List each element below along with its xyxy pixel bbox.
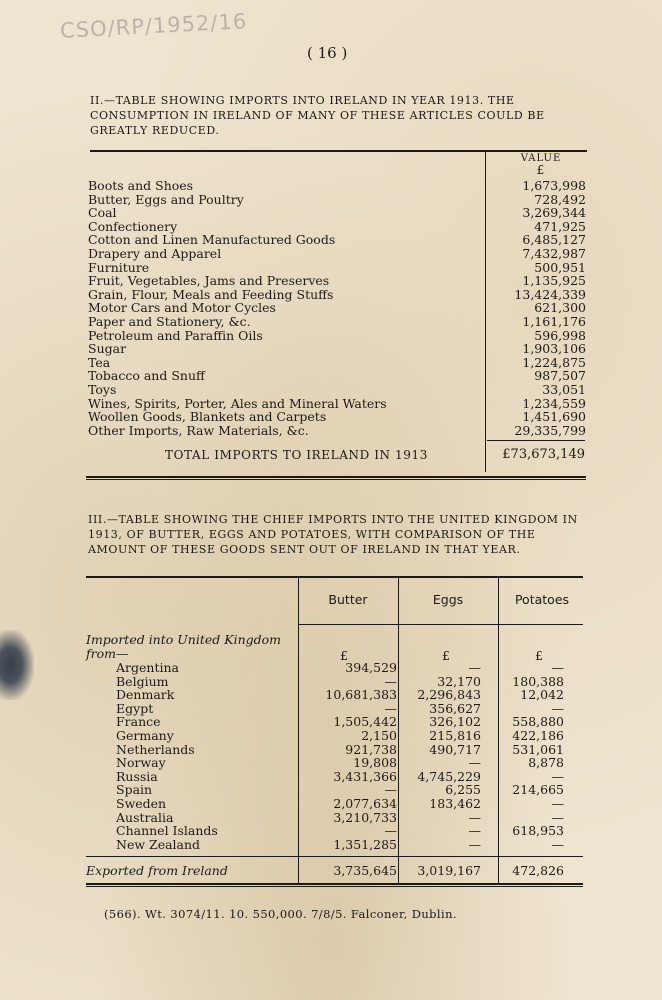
table2-bottom-rule: [86, 476, 586, 478]
table2-heading: II.—TABLE SHOWING IMPORTS INTO IRELAND IN YEAR 1913. THE CONSUMPTION IN IRELAND OF MANY OF THESE ARTICLES COULD BE GREATLY REDUCED.: [90, 94, 545, 137]
potatoes-value: —: [551, 796, 564, 811]
table2-row-value: 728,492: [534, 191, 586, 207]
butter-value: 1,351,285: [333, 836, 397, 852]
table2-row-label: Confectionery: [88, 218, 178, 234]
table2-row-value: 621,300: [534, 300, 586, 316]
table3-row-label: Germany: [116, 728, 174, 743]
eggs-value: 32,170: [437, 673, 481, 689]
table3-row-label: Russia: [116, 768, 158, 784]
eggs-value: —: [468, 809, 481, 825]
table2-bottom-rule-2: [86, 479, 586, 480]
potatoes-currency: £: [535, 648, 543, 663]
printer-footer: (566). Wt. 3074/11. 10. 550,000. 7/8/5. Falconer, Dublin.: [104, 907, 457, 921]
table2-total-value: £73,673,149: [502, 447, 585, 462]
eggs-value: —: [468, 755, 481, 771]
butter-value: 2,150: [361, 728, 397, 743]
table2-row-value: 1,673,998: [522, 178, 586, 193]
table2-row-label: Wines, Spirits, Porter, Ales and Mineral Waters: [88, 395, 387, 411]
table2-row: [88, 342, 588, 356]
butter-value: 921,738: [345, 741, 397, 757]
column-header-butter: Butter: [328, 592, 368, 607]
table3-row-label: France: [116, 714, 161, 730]
potatoes-value: 12,042: [520, 687, 564, 703]
potatoes-value: 214,665: [512, 782, 564, 798]
butter-value: —: [384, 700, 397, 716]
ink-stain: [0, 630, 34, 700]
archive-reference: CSO/RP/1952/16: [59, 9, 248, 43]
exported-butter: 3,735,645: [333, 863, 397, 878]
butter-value: 394,529: [345, 660, 397, 675]
table2-row-value: 1,161,176: [522, 314, 586, 329]
table3-row-label: Egypt: [116, 700, 154, 716]
exported-row: [86, 864, 584, 878]
table2-row-value: 33,051: [542, 382, 586, 397]
table2-row-value: 6,485,127: [522, 232, 586, 248]
table2-total-label: TOTAL IMPORTS TO IRELAND IN 1913: [165, 448, 428, 462]
table2-currency: £: [536, 163, 546, 177]
table3-row: [86, 688, 584, 702]
table2-row-label: Drapery and Apparel: [88, 246, 222, 261]
table2-row-value: 471,925: [534, 218, 586, 234]
table2-row-label: Toys: [88, 382, 117, 397]
table3-sum-rule: [86, 856, 583, 857]
table2-row-label: Boots and Shoes: [88, 178, 194, 193]
table2-row-label: Furniture: [88, 259, 150, 275]
eggs-value: 2,296,843: [417, 687, 481, 703]
table3-row: [86, 797, 584, 811]
table2-row: [88, 247, 588, 261]
exported-eggs: 3,019,167: [417, 863, 481, 878]
exported-potatoes: 472,826: [512, 863, 564, 878]
table2-row-label: Coal: [88, 205, 117, 221]
table3-row-label: Norway: [116, 755, 166, 771]
column-header-eggs: Eggs: [432, 592, 464, 607]
table3-row-label: Australia: [116, 809, 174, 825]
potatoes-value: —: [551, 836, 564, 852]
table2-row-label: Tobacco and Snuff: [88, 368, 205, 384]
butter-value: —: [384, 823, 397, 839]
table2-top-rule: [90, 150, 587, 152]
table2-row: [88, 424, 588, 438]
table3-row-label: Belgium: [116, 673, 169, 689]
table2-row: [88, 179, 588, 193]
table3-row: [86, 770, 584, 784]
table2-row-value: 3,269,344: [522, 205, 586, 221]
table2-row-label: Butter, Eggs and Poultry: [88, 191, 244, 207]
potatoes-value: —: [551, 660, 564, 675]
table2-row-label: Sugar: [88, 341, 127, 357]
table2-row-label: Woollen Goods, Blankets and Carpets: [88, 409, 327, 425]
table3-header-rule: [298, 624, 583, 625]
butter-value: —: [384, 782, 397, 798]
table2-row-value: 7,432,987: [522, 246, 586, 261]
potatoes-value: —: [551, 809, 564, 825]
butter-value: 1,505,442: [333, 714, 397, 730]
table3-bottom-rule-2: [86, 886, 583, 887]
table3-row-label: New Zealand: [116, 836, 201, 852]
table3-heading: III.—TABLE SHOWING THE CHIEF IMPORTS INTO THE UNITED KINGDOM IN 1913, OF BUTTER, EGGS AND POTATOES, WITH COMPARISON OF THE AMOUNT OF THESE GOODS SENT OUT OF IRELAND IN THAT YEAR.: [88, 513, 578, 556]
table2-row-value: 1,224,875: [522, 354, 586, 370]
table3-section-label: Imported into United Kingdom from—: [86, 632, 282, 661]
column-header-potatoes: Potatoes: [514, 592, 570, 607]
table2-row-value: 596,998: [534, 327, 586, 343]
butter-value: 2,077,634: [333, 796, 397, 811]
eggs-value: —: [468, 836, 481, 852]
eggs-value: 215,816: [429, 728, 481, 743]
table3-row-label: Channel Islands: [116, 823, 218, 839]
exported-label: Exported from Ireland: [86, 863, 228, 878]
potatoes-value: 180,388: [512, 673, 564, 689]
table3-bottom-rule: [86, 883, 583, 885]
butter-value: 3,431,366: [333, 768, 397, 784]
table2-row: [88, 383, 588, 397]
butter-value: —: [384, 673, 397, 689]
table3-row-label: Argentina: [116, 660, 179, 675]
table2-row-label: Petroleum and Paraffin Oils: [88, 327, 263, 343]
potatoes-value: 558,880: [512, 714, 564, 730]
potatoes-value: 618,953: [512, 823, 564, 839]
eggs-value: 356,627: [429, 700, 481, 716]
table2-row: [88, 369, 588, 383]
table2-row-value: 1,234,559: [522, 395, 586, 411]
table2-row: [88, 193, 588, 207]
table2-row-value: 500,951: [534, 259, 586, 275]
table3-row: [86, 729, 584, 743]
eggs-value: —: [468, 823, 481, 839]
table2-row-label: Fruit, Vegetables, Jams and Preserves: [88, 273, 330, 289]
table3-row-label: Spain: [116, 782, 153, 798]
eggs-currency: £: [442, 648, 450, 663]
potatoes-value: —: [551, 768, 564, 784]
butter-value: 10,681,383: [325, 687, 397, 703]
table3-row: [86, 661, 584, 675]
table2-row-label: Grain, Flour, Meals and Feeding Stuffs: [88, 286, 334, 302]
butter-value: 3,210,733: [333, 809, 397, 825]
table3-row-label: Sweden: [116, 796, 167, 811]
table2-row-value: 13,424,339: [514, 286, 586, 302]
table2-row-label: Motor Cars and Motor Cycles: [88, 300, 276, 316]
table3-row-label: Netherlands: [116, 741, 195, 757]
eggs-value: 326,102: [429, 714, 481, 730]
table2-row-label: Paper and Stationery, &c.: [88, 314, 251, 329]
table2-sum-rule: [487, 440, 585, 441]
table2-row-label: Other Imports, Raw Materials, &c.: [88, 422, 309, 438]
table3-row-label: Denmark: [116, 687, 175, 703]
eggs-value: —: [468, 660, 481, 675]
potatoes-value: 422,186: [512, 728, 564, 743]
table2-row-value: 1,451,690: [522, 409, 586, 425]
butter-currency: £: [340, 648, 348, 663]
table2-row: [88, 329, 588, 343]
table2-value-header: VALUE: [520, 153, 562, 164]
table2-row-value: 1,903,106: [522, 341, 586, 357]
eggs-value: 183,462: [429, 796, 481, 811]
table3-row: [86, 838, 584, 852]
butter-value: 19,808: [353, 755, 397, 771]
table2-row-label: Cotton and Linen Manufactured Goods: [88, 232, 336, 248]
potatoes-value: 8,878: [528, 755, 564, 771]
table2-row: [88, 315, 588, 329]
eggs-value: 490,717: [429, 741, 481, 757]
page-number: ( 16 ): [307, 44, 348, 62]
table2-row-label: Tea: [88, 354, 111, 370]
eggs-value: 6,255: [445, 782, 481, 798]
table2-row-value: 29,335,799: [514, 422, 586, 438]
table2-row-value: 987,507: [534, 368, 586, 384]
table2-row-value: 1,135,925: [522, 273, 586, 289]
potatoes-value: 531,061: [512, 741, 564, 757]
eggs-value: 4,745,229: [417, 768, 481, 784]
potatoes-value: —: [551, 700, 564, 716]
table3-top-rule: [86, 576, 583, 578]
